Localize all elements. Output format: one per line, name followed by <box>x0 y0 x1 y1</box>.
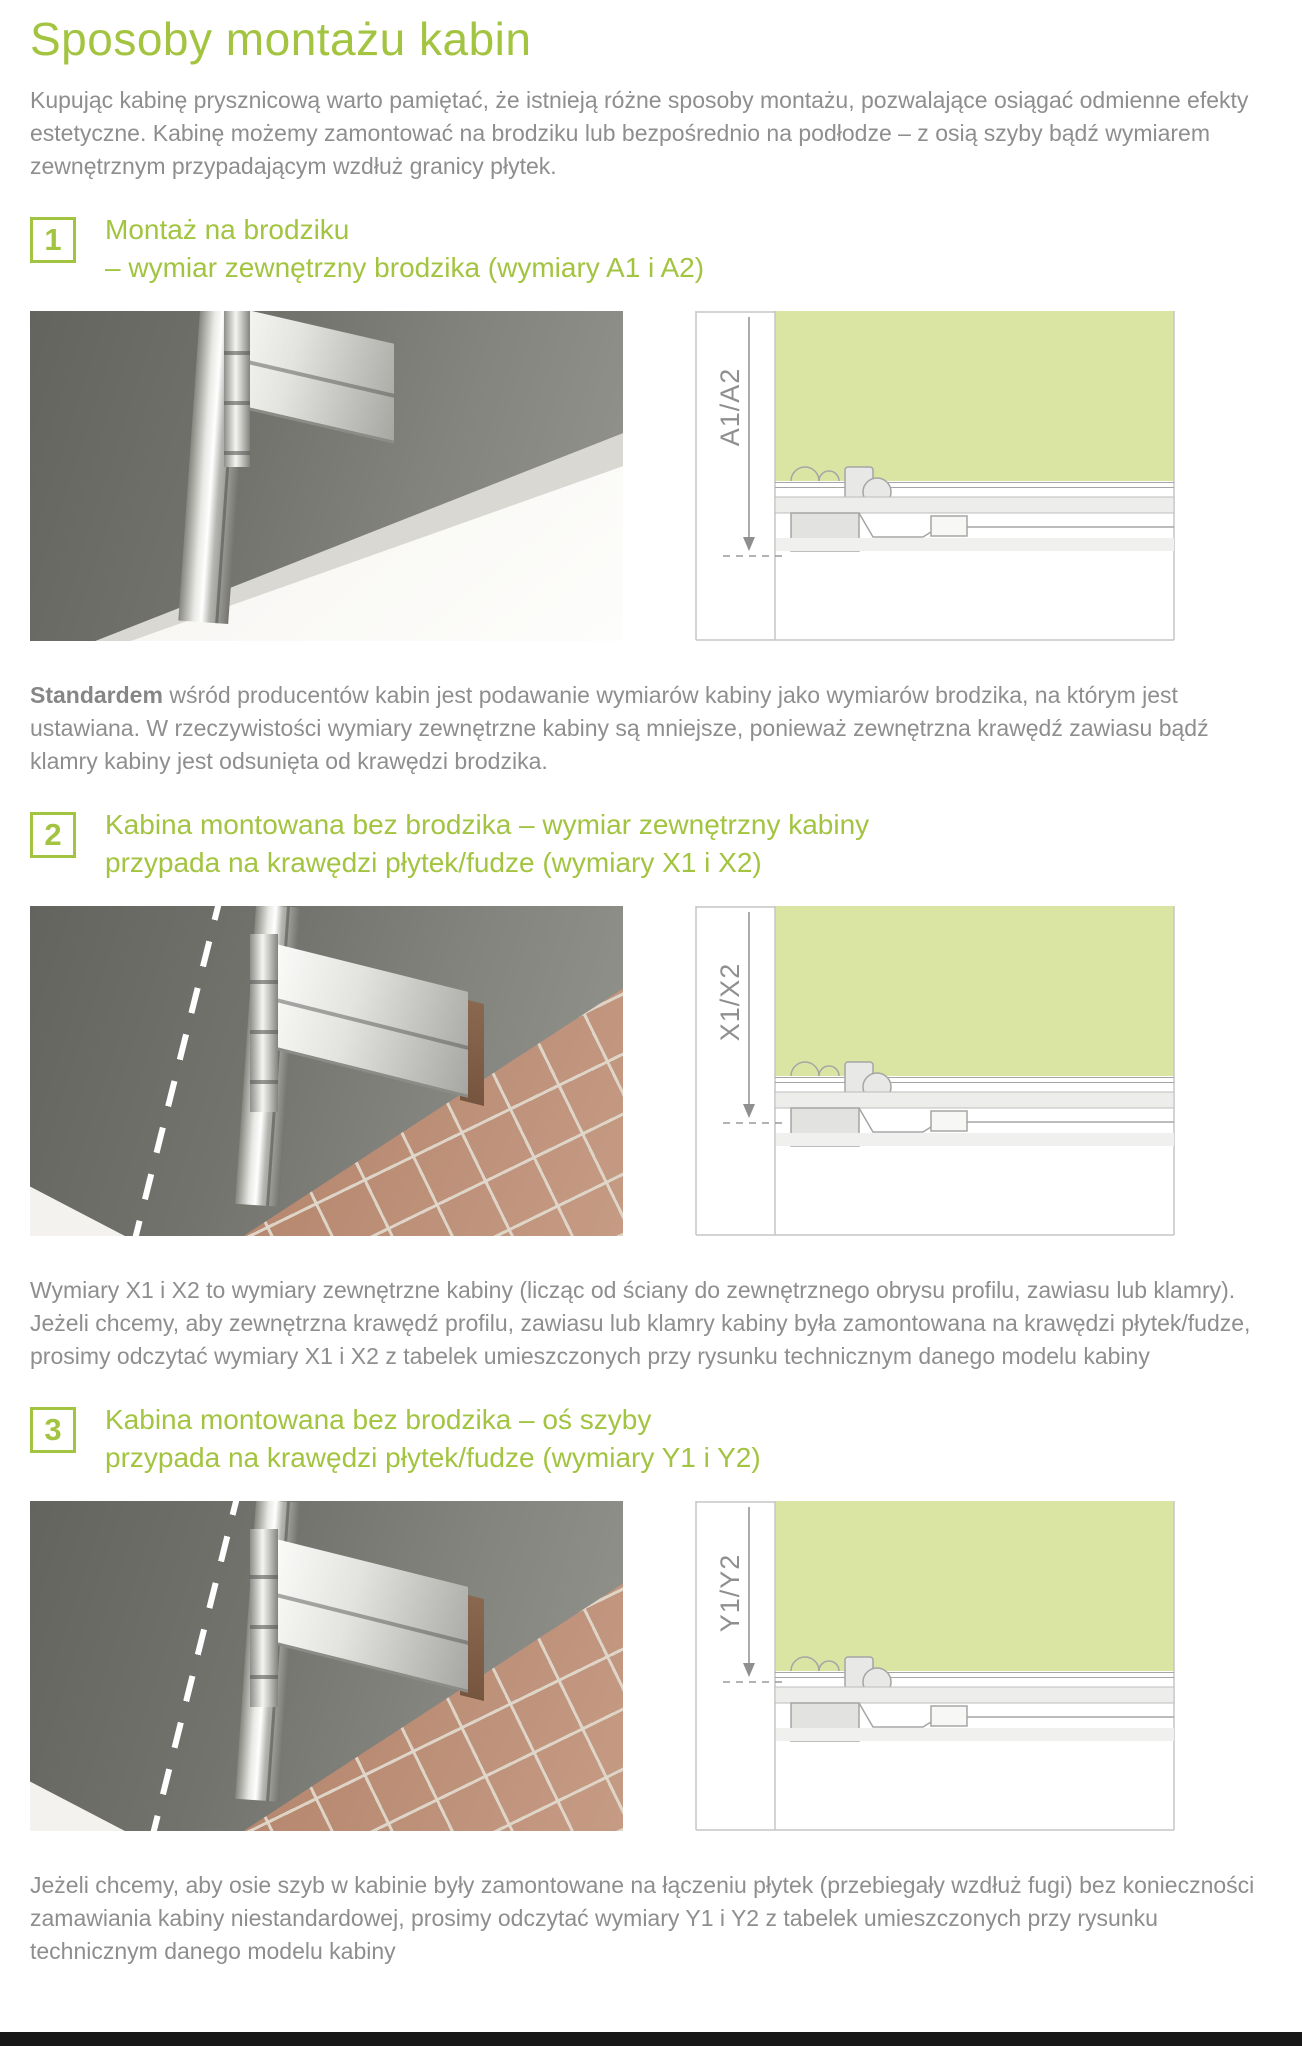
section-3-figures <box>30 1501 1272 1831</box>
section-2-note <box>30 1274 1272 1373</box>
section-2-number-box: 2 <box>30 812 76 858</box>
hinge-plate <box>276 944 468 1098</box>
section-2-heading-line1: Kabina montowana bez brodzika – wymiar zewnętrzny kabiny <box>105 809 870 840</box>
cross-section-drawing <box>695 906 1175 1236</box>
tile-floor <box>30 1501 623 1831</box>
note-text: Jeżeli chcemy, aby osie szyb w kabinie były zamontowane na łączeniu płytek (przebiegały wzdłuż fugi) bez konieczności zamawiania kabiny niestandardowej, prosimy odczytać wymiary Y1 i Y2 z tabelek umieszczonych przy rysunku technicznym danego modelu kabiny <box>30 1872 1255 1964</box>
section-3-heading-line2: przypada na krawędzi płytek/fudze (wymiary Y1 i Y2) <box>105 1442 761 1473</box>
diagram-x1-x2 <box>695 906 1175 1236</box>
hinge-plate <box>226 311 394 444</box>
hinge-plate <box>276 1539 468 1693</box>
note-text: wśród producentów kabin jest podawanie wymiarów kabiny jako wymiarów brodzika, na którym jest ustawiana. W rzeczywistości wymiary zewnętrzne kabiny są mniejsze, ponieważ zewnętrzna krawędź zawiasu bądź klamry kabiny jest odsunięta od krawędzi brodzika. <box>30 682 1209 774</box>
photo-hinge-on-tiles-glass-axis <box>30 1501 623 1831</box>
glass-area <box>775 906 1174 1076</box>
section-1-heading-line1: Montaż na brodziku <box>105 214 350 245</box>
note-text: Wymiary X1 i X2 to wymiary zewnętrzne kabiny (licząc od ściany do zewnętrznego obrysu profilu, zawiasu lub klamry). Jeżeli chcemy, aby zewnętrzna krawędź profilu, zawiasu lub klamry kabiny była zamontowana na krawędzi płytek/fudze, prosimy odczytać wymiary X1 i X2 z tabelek umieszczonych przy rysunku technicznym danego modelu kabiny <box>30 1277 1251 1369</box>
dimension-label: X1/X2 <box>715 962 745 1042</box>
section-3-header <box>30 1401 1272 1477</box>
section-1-note <box>30 679 1272 778</box>
photo-hinge-on-shower-tray <box>30 311 623 641</box>
footer-bar <box>0 2032 1302 2046</box>
section-2-heading <box>105 806 869 882</box>
section-2-header <box>30 806 1272 882</box>
hinge-barrel <box>250 1529 278 1707</box>
page-title: Sposoby montażu kabin <box>30 13 532 65</box>
section-1-heading-line2: – wymiar zewnętrzny brodzika (wymiary A1 i A2) <box>105 252 705 283</box>
section-3-note <box>30 1869 1272 1968</box>
note-bold-word: Standardem <box>30 682 163 708</box>
section-1-header <box>30 211 1272 287</box>
intro-paragraph: Kupując kabinę prysznicową warto pamiętać, że istnieją różne sposoby montażu, pozwalające osiągać odmienne efekty estetyczne. Kabinę możemy zamontować na brodziku lub bezpośrednio na podłodze – z osią szyby bądź wymiarem zewnętrznym przypadającym wzdłuż granicy płytek. <box>30 87 1249 179</box>
cross-section-drawing <box>695 311 1175 641</box>
diagram-y1-y2 <box>695 1501 1175 1831</box>
section-3-heading <box>105 1401 761 1477</box>
glass-area <box>775 1501 1174 1671</box>
hinge-barrel <box>224 311 250 467</box>
section-1-heading <box>105 211 704 287</box>
section-1-figures <box>30 311 1272 641</box>
section-3-heading-line1: Kabina montowana bez brodzika – oś szyby <box>105 1404 652 1435</box>
dimension-label: Y1/Y2 <box>715 1553 745 1633</box>
section-2-figures <box>30 906 1272 1236</box>
hinge-barrel <box>250 934 278 1112</box>
section-2-heading-line2: przypada na krawędzi płytek/fudze (wymiary X1 i X2) <box>105 847 762 878</box>
dashed-reference-line <box>126 906 224 1236</box>
dimension-label: A1/A2 <box>715 367 745 447</box>
section-3-number-box: 3 <box>30 1407 76 1453</box>
diagram-a1-a2 <box>695 311 1175 641</box>
photo-hinge-on-tiles-outer-edge <box>30 906 623 1236</box>
tile-floor <box>30 906 623 1236</box>
dashed-reference-line <box>144 1501 242 1831</box>
cross-section-drawing <box>695 1501 1175 1831</box>
glass-area <box>775 311 1174 481</box>
section-1-number-box: 1 <box>30 217 76 263</box>
